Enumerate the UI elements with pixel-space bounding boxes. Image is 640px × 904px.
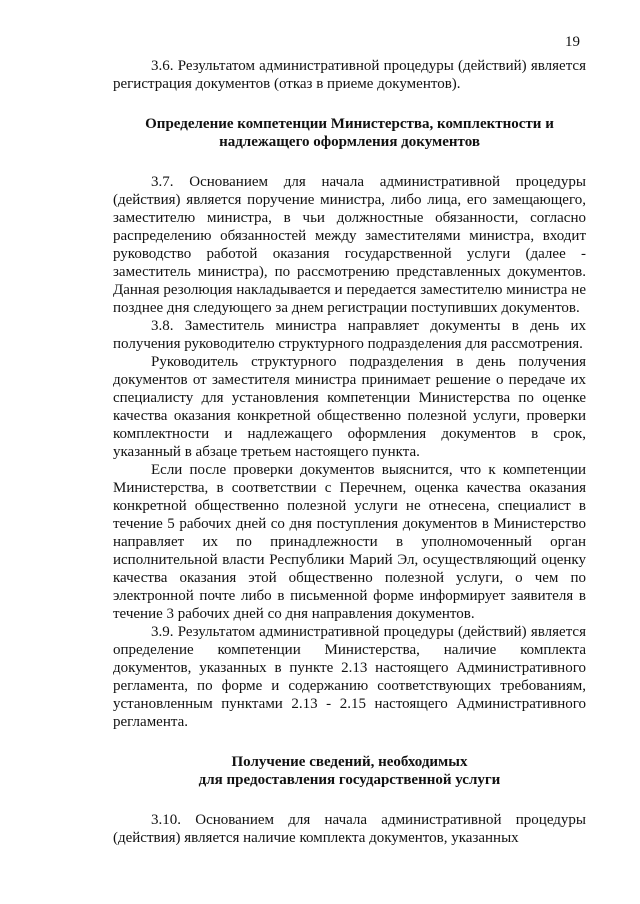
paragraph-3-7: 3.7. Основанием для начала административной процедуры (действия) является поручение министра, либо лица, его замещающего, заместителю министра, в чьи должностные обязанности, согласно распределению обязанностей между заместителями министра, входит руководство работой оказания государственной услуги (далее - заместитель министра), по рассмотрению представленных документов. Данная резолюция накладывается и передается заместителю министра не позднее дня следующего за днем регистрации поступивших документов.: [113, 174, 586, 316]
paragraph-3-8: 3.8. Заместитель министра направляет документы в день их получения руководителю структурного подразделения для рассмотрения.: [113, 318, 586, 352]
paragraph-3-6: 3.6. Результатом административной процедуры (действий) является регистрация документов (отказ в приеме документов).: [113, 58, 586, 92]
heading-line: Получение сведений, необходимых: [231, 754, 468, 770]
paragraph-head-unit: Руководитель структурного подразделения в день получения документов от заместителя министра принимает решение о передаче их специалисту для установления компетенции Министерства по оценке качества оказания конкретной общественно полезной услуги, проверки комплектности и надлежащего оформления документов в срок, указанный в абзаце третьем настоящего пункта.: [113, 354, 586, 460]
heading-line: для предоставления государственной услуги: [198, 772, 501, 788]
heading-line: Определение компетенции Министерства, комплектности и: [145, 116, 554, 132]
section-heading-information: [113, 753, 586, 789]
heading-line: надлежащего оформления документов: [219, 134, 480, 150]
paragraph-if-check: Если после проверки документов выяснится, что к компетенции Министерства, в соответствии с Перечнем, оценка качества оказания конкретной общественно полезной услуги не отнесена, специалист в течение 5 рабочих дней со дня поступления документов в Министерство направляет их по принадлежности в уполномоченный орган исполнительной власти Республики Марий Эл, осуществляющий оценку качества оказания этой общественно полезной услуги, о чем по электронной почте либо в письменной форме информирует заявителя в течение 3 рабочих дней со дня направления документов.: [113, 462, 586, 622]
document-body: [113, 57, 586, 847]
paragraph-3-10: 3.10. Основанием для начала административной процедуры (действия) является наличие комплекта документов, указанных: [113, 812, 586, 846]
section-heading-competence: [113, 115, 586, 151]
page-number: 19: [565, 34, 580, 50]
paragraph-3-9: 3.9. Результатом административной процедуры (действий) является определение компетенции Министерства, наличие комплекта документов, указанных в пункте 2.13 настоящего Административного регламента, по форме и содержанию соответствующих требованиям, установленным пунктами 2.13 - 2.15 настоящего Административного регламента.: [113, 624, 586, 730]
